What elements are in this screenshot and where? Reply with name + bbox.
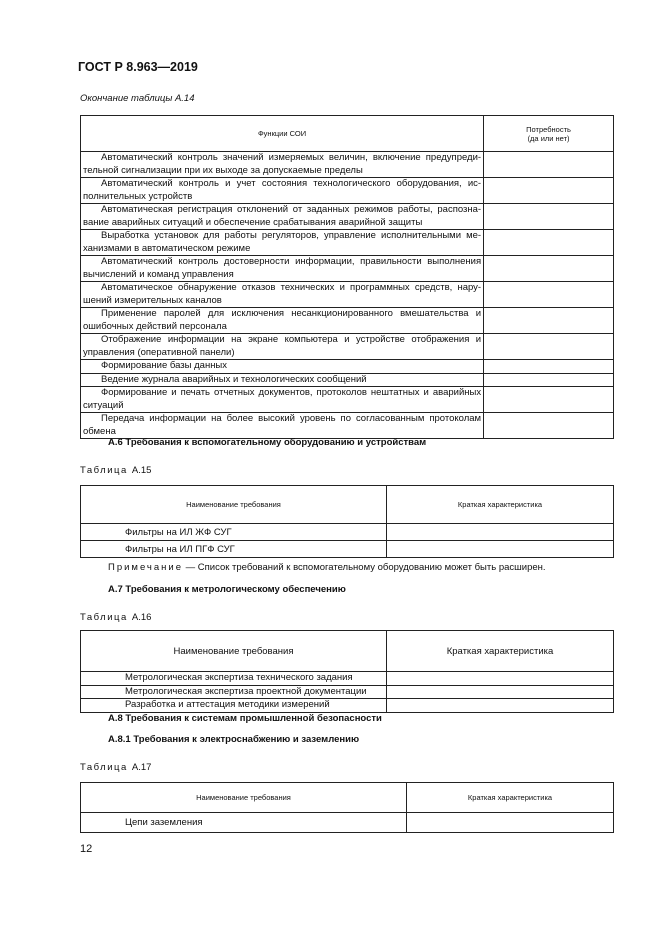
table-label-number: А.15 bbox=[131, 465, 152, 476]
table-row bbox=[81, 152, 614, 178]
need-cell bbox=[484, 204, 614, 230]
need-cell bbox=[484, 230, 614, 256]
table-label-number: А.17 bbox=[131, 762, 152, 773]
requirement-cell: Метрологическая экспертиза проектной документации bbox=[81, 685, 387, 699]
characteristic-cell bbox=[387, 541, 614, 558]
function-cell: Ведение журнала аварийных и технологических сообщений bbox=[81, 373, 484, 387]
table-label-word: Таблица bbox=[80, 612, 128, 623]
need-cell bbox=[484, 178, 614, 204]
table-label-word: Таблица bbox=[80, 762, 128, 773]
need-cell bbox=[484, 413, 614, 439]
function-cell: Автоматический контроль значений измеряемых величин, включение предупредительной сигнализации при их выходе за допускаемые пределы bbox=[81, 152, 484, 178]
table-row bbox=[81, 256, 614, 282]
characteristic-cell bbox=[387, 685, 614, 699]
requirement-cell: Цепи заземления bbox=[81, 813, 407, 833]
table-a14 bbox=[80, 115, 614, 439]
col-header-characteristic: Краткая характеристика bbox=[387, 486, 614, 524]
note-label: Примечание bbox=[108, 562, 183, 573]
need-cell bbox=[484, 256, 614, 282]
table-header-row bbox=[81, 631, 614, 672]
function-cell: Автоматическая регистрация отклонений от заданных режимов работы, распознавание аварийных ситуаций и обеспечение срабатывания аварийной защиты bbox=[81, 204, 484, 230]
need-cell bbox=[484, 282, 614, 308]
function-cell: Формирование базы данных bbox=[81, 360, 484, 374]
table-header-row bbox=[81, 486, 614, 524]
col-header-need-line2: (да или нет) bbox=[527, 133, 570, 143]
table-label-word: Таблица bbox=[80, 465, 128, 476]
col-header-functions: Функции СОИ bbox=[81, 116, 484, 152]
table-row bbox=[81, 282, 614, 308]
page-number: 12 bbox=[80, 843, 93, 855]
table-row bbox=[81, 387, 614, 413]
col-header-need-line1: Потребность bbox=[526, 124, 571, 134]
table-row bbox=[81, 373, 614, 387]
function-cell: Передача информации на более высокий уровень по согласованным протоколам обмена bbox=[81, 413, 484, 439]
need-cell bbox=[484, 373, 614, 387]
table-row bbox=[81, 685, 614, 699]
note bbox=[108, 562, 546, 573]
section-a8-heading: А.8 Требования к системам промышленной безопасности bbox=[108, 713, 382, 724]
section-a81-heading: А.8.1 Требования к электроснабжению и заземлению bbox=[108, 734, 360, 745]
need-cell bbox=[484, 334, 614, 360]
col-header-need bbox=[484, 116, 614, 152]
function-cell: Автоматический контроль достоверности информации, правильности выполнения вычислений и команд управления bbox=[81, 256, 484, 282]
function-cell: Автоматическое обнаружение отказов технических и программных средств, нарушений измерительных каналов bbox=[81, 282, 484, 308]
table-a15 bbox=[80, 485, 614, 558]
table-a15-label bbox=[80, 465, 151, 476]
section-a6-heading: А.6 Требования к вспомогательному оборудованию и устройствам bbox=[108, 437, 427, 448]
table-row bbox=[81, 230, 614, 256]
requirement-cell: Разработка и аттестация методики измерений bbox=[81, 699, 387, 713]
table-header-row bbox=[81, 783, 614, 813]
requirement-cell: Фильтры на ИЛ ЖФ СУГ bbox=[81, 524, 387, 541]
table-a17-label bbox=[80, 762, 151, 773]
table-row bbox=[81, 541, 614, 558]
characteristic-cell bbox=[407, 813, 614, 833]
table-a16-label bbox=[80, 612, 151, 623]
document-header: ГОСТ Р 8.963—2019 bbox=[78, 60, 198, 74]
section-a7-heading: А.7 Требования к метрологическому обеспечению bbox=[108, 584, 346, 595]
table-a16 bbox=[80, 630, 614, 713]
table-continuation-caption: Окончание таблицы А.14 bbox=[80, 93, 195, 104]
characteristic-cell bbox=[387, 699, 614, 713]
table-label-number: А.16 bbox=[131, 612, 152, 623]
characteristic-cell bbox=[387, 524, 614, 541]
table-row bbox=[81, 334, 614, 360]
col-header-characteristic: Краткая характеристика bbox=[407, 783, 614, 813]
need-cell bbox=[484, 360, 614, 374]
note-text: — Список требований к вспомогательному оборудованию может быть расширен. bbox=[183, 562, 546, 573]
requirement-cell: Фильтры на ИЛ ПГФ СУГ bbox=[81, 541, 387, 558]
need-cell bbox=[484, 387, 614, 413]
function-cell: Применение паролей для исключения несанкционированного вмешательства и ошибочных действий персонала bbox=[81, 308, 484, 334]
requirement-cell: Метрологическая экспертиза технического задания bbox=[81, 672, 387, 686]
table-row bbox=[81, 672, 614, 686]
table-row bbox=[81, 524, 614, 541]
need-cell bbox=[484, 308, 614, 334]
table-header-row bbox=[81, 116, 614, 152]
table-row bbox=[81, 178, 614, 204]
function-cell: Автоматический контроль и учет состояния технологического оборудования, исполнительных устройств bbox=[81, 178, 484, 204]
table-row bbox=[81, 204, 614, 230]
col-header-name: Наименование требования bbox=[81, 783, 407, 813]
function-cell: Отображение информации на экране компьютера и устройстве отображения и управления (оперативной панели) bbox=[81, 334, 484, 360]
table-row bbox=[81, 308, 614, 334]
table-row bbox=[81, 699, 614, 713]
col-header-characteristic: Краткая характеристика bbox=[387, 631, 614, 672]
table-row bbox=[81, 813, 614, 833]
table-row bbox=[81, 413, 614, 439]
table-a17 bbox=[80, 782, 614, 833]
col-header-name: Наименование требования bbox=[81, 631, 387, 672]
function-cell: Формирование и печать отчетных документов, протоколов нештатных и аварийных ситуаций bbox=[81, 387, 484, 413]
col-header-name: Наименование требования bbox=[81, 486, 387, 524]
table-row bbox=[81, 360, 614, 374]
function-cell: Выработка установок для работы регуляторов, управление исполнительными механизмами в автоматическом режиме bbox=[81, 230, 484, 256]
characteristic-cell bbox=[387, 672, 614, 686]
need-cell bbox=[484, 152, 614, 178]
